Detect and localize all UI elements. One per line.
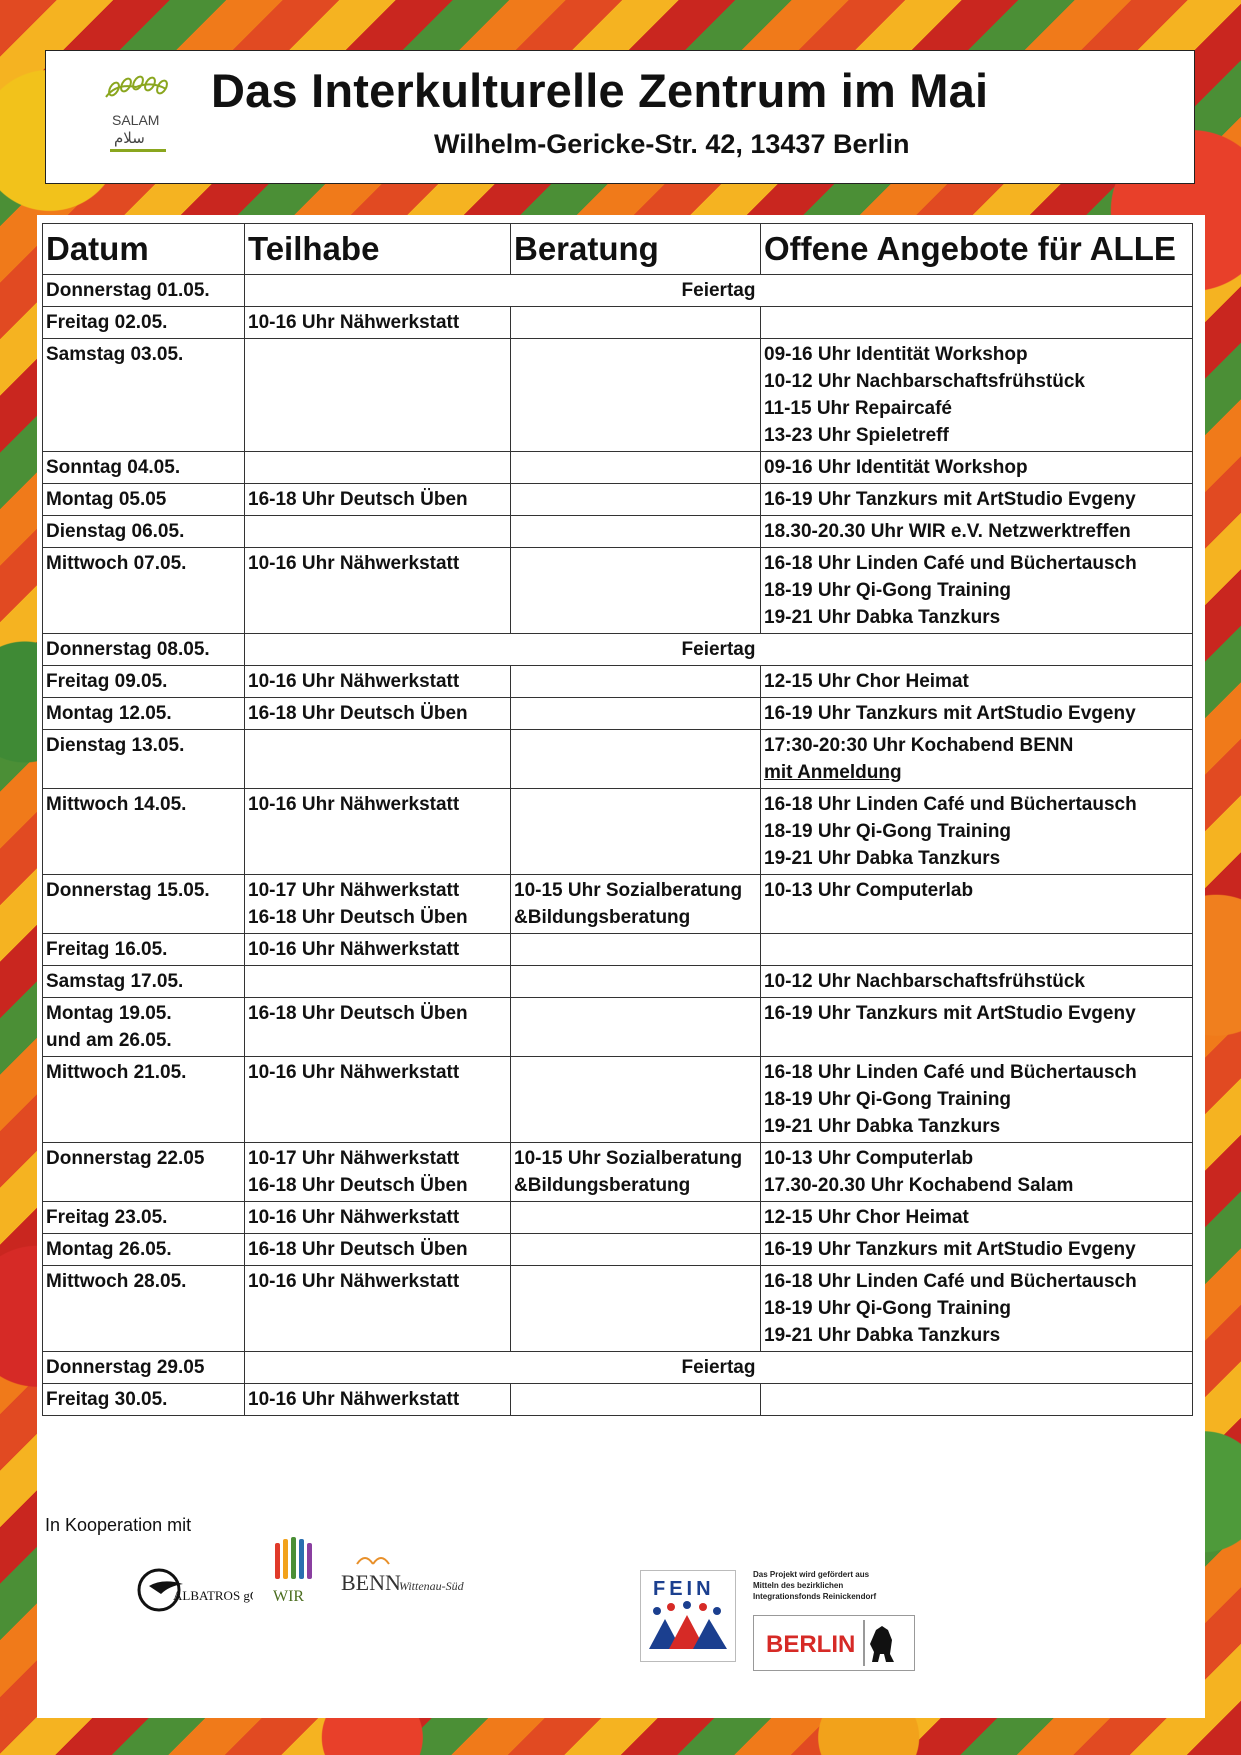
entry-text: 16-18 Uhr Deutsch Üben <box>248 703 468 724</box>
teilhabe-cell <box>245 875 511 934</box>
date-cell <box>43 1234 245 1266</box>
entry-text: 16-19 Uhr Tanzkurs mit ArtStudio Evgeny <box>764 703 1136 724</box>
date-cell <box>43 1266 245 1352</box>
beratung-cell <box>511 548 761 634</box>
berlin-logo <box>753 1615 915 1671</box>
date-cell <box>43 1384 245 1416</box>
table-row <box>43 1352 1193 1384</box>
beratung-cell <box>511 516 761 548</box>
offen-cell <box>761 698 1193 730</box>
table-row <box>43 1234 1193 1266</box>
teilhabe-cell <box>245 730 511 789</box>
date-label: Samstag 17.05. <box>46 971 184 992</box>
entry-text: 18-19 Uhr Qi-Gong Training <box>764 580 1012 601</box>
beratung-cell <box>511 452 761 484</box>
entry-text: 10-12 Uhr Nachbarschaftsfrühstück <box>764 371 1085 392</box>
date-label: Donnerstag 22.05 <box>46 1148 205 1169</box>
entry-text: 10-16 Uhr Nähwerkstatt <box>248 794 460 815</box>
table-row <box>43 307 1193 339</box>
date-cell <box>43 516 245 548</box>
entry-text: 17:30-20:30 Uhr Kochabend BENN <box>764 735 1074 756</box>
wir-logo <box>267 1535 327 1615</box>
entry-text: mit Anmeldung <box>764 762 902 783</box>
beratung-cell <box>511 339 761 452</box>
beratung-cell <box>511 966 761 998</box>
column-header-datum: Datum <box>43 224 245 275</box>
entry-text: 10-16 Uhr Nähwerkstatt <box>248 671 460 692</box>
date-cell <box>43 339 245 452</box>
table-row <box>43 339 1193 452</box>
holiday-cell: Feiertag <box>245 1352 1193 1384</box>
offen-cell <box>761 966 1193 998</box>
entry-text: 18-19 Uhr Qi-Gong Training <box>764 1089 1012 1110</box>
page-title: Das Interkulturelle Zentrum im Mai <box>211 64 989 117</box>
entry-text: 19-21 Uhr Dabka Tanzkurs <box>764 607 1001 628</box>
date-label: Mittwoch 14.05. <box>46 794 187 815</box>
offen-cell <box>761 875 1193 934</box>
entry-text: &Bildungsberatung <box>514 1175 691 1196</box>
date-label: Dienstag 13.05. <box>46 735 185 756</box>
beratung-cell <box>511 998 761 1057</box>
entry-text: 10-15 Uhr Sozialberatung <box>514 1148 743 1169</box>
entry-text: 16-18 Uhr Linden Café und Büchertausch <box>764 1271 1137 1292</box>
entry-text: 16-18 Uhr Linden Café und Büchertausch <box>764 553 1137 574</box>
table-row <box>43 484 1193 516</box>
entry-text: 10-16 Uhr Nähwerkstatt <box>248 1389 460 1410</box>
table-row <box>43 998 1193 1057</box>
date-cell <box>43 452 245 484</box>
table-row <box>43 1202 1193 1234</box>
funding-note: Das Projekt wird gefördert aus Mitteln des bezirklichen Integrationsfonds Reinickendorf <box>753 1570 877 1601</box>
offen-cell <box>761 1143 1193 1202</box>
entry-text: 16-19 Uhr Tanzkurs mit ArtStudio Evgeny <box>764 1239 1136 1260</box>
logo-arabic: سلام <box>114 129 145 147</box>
table-row <box>43 875 1193 934</box>
beratung-cell <box>511 666 761 698</box>
holiday-cell: Feiertag <box>245 275 1193 307</box>
table-row <box>43 966 1193 998</box>
date-cell <box>43 275 245 307</box>
teilhabe-cell <box>245 934 511 966</box>
date-label: Mittwoch 21.05. <box>46 1062 187 1083</box>
offen-cell <box>761 484 1193 516</box>
date-label-secondary: und am 26.05. <box>46 1030 172 1051</box>
column-header-teilhabe: Teilhabe <box>245 224 511 275</box>
date-label: Mittwoch 07.05. <box>46 553 187 574</box>
entry-text: 18-19 Uhr Qi-Gong Training <box>764 821 1012 842</box>
date-label: Mittwoch 28.05. <box>46 1271 187 1292</box>
date-cell <box>43 966 245 998</box>
entry-text: 09-16 Uhr Identität Workshop <box>764 344 1028 365</box>
schedule-panel <box>37 215 1205 1718</box>
entry-text: 10-16 Uhr Nähwerkstatt <box>248 1271 460 1292</box>
header-box <box>45 50 1195 184</box>
offen-cell <box>761 666 1193 698</box>
entry-text: 10-16 Uhr Nähwerkstatt <box>248 312 460 333</box>
offen-cell <box>761 307 1193 339</box>
date-cell <box>43 1057 245 1143</box>
teilhabe-cell <box>245 1057 511 1143</box>
teilhabe-cell <box>245 1384 511 1416</box>
fein-logo <box>640 1570 736 1662</box>
table-row <box>43 789 1193 875</box>
date-label: Montag 05.05 <box>46 489 167 510</box>
entry-text: 10-16 Uhr Nähwerkstatt <box>248 1062 460 1083</box>
teilhabe-cell <box>245 698 511 730</box>
table-row <box>43 1266 1193 1352</box>
table-row <box>43 634 1193 666</box>
offen-cell <box>761 934 1193 966</box>
date-cell <box>43 998 245 1057</box>
date-label: Montag 12.05. <box>46 703 172 724</box>
entry-text: 16-18 Uhr Deutsch Üben <box>248 489 468 510</box>
table-row <box>43 452 1193 484</box>
teilhabe-cell <box>245 789 511 875</box>
logo-text: SALAM <box>112 112 160 128</box>
table-row <box>43 1143 1193 1202</box>
benn-subtext: Wittenau-Süd <box>399 1579 464 1593</box>
cooperation-label: In Kooperation mit <box>45 1515 192 1535</box>
entry-text: 10-16 Uhr Nähwerkstatt <box>248 1207 460 1228</box>
date-cell <box>43 934 245 966</box>
entry-text: 19-21 Uhr Dabka Tanzkurs <box>764 848 1001 869</box>
offen-cell <box>761 548 1193 634</box>
date-cell <box>43 307 245 339</box>
date-cell <box>43 730 245 789</box>
teilhabe-cell <box>245 1266 511 1352</box>
entry-text: 16-18 Uhr Deutsch Üben <box>248 907 468 928</box>
date-cell <box>43 875 245 934</box>
date-cell <box>43 484 245 516</box>
table-row <box>43 1384 1193 1416</box>
beratung-cell <box>511 875 761 934</box>
offen-cell <box>761 1266 1193 1352</box>
table-row <box>43 548 1193 634</box>
entry-text: 16-19 Uhr Tanzkurs mit ArtStudio Evgeny <box>764 489 1136 510</box>
date-label: Freitag 23.05. <box>46 1207 168 1228</box>
offen-cell <box>761 1202 1193 1234</box>
entry-text: 16-19 Uhr Tanzkurs mit ArtStudio Evgeny <box>764 1003 1136 1024</box>
teilhabe-cell <box>245 1234 511 1266</box>
offen-cell <box>761 1234 1193 1266</box>
teilhabe-cell <box>245 666 511 698</box>
berlin-text: BERLIN <box>766 1631 856 1658</box>
entry-text: 10-13 Uhr Computerlab <box>764 1148 974 1169</box>
entry-text: 16-18 Uhr Linden Café und Büchertausch <box>764 1062 1137 1083</box>
table-row <box>43 730 1193 789</box>
beratung-cell <box>511 1202 761 1234</box>
entry-text: 10-17 Uhr Nähwerkstatt <box>248 1148 460 1169</box>
beratung-cell <box>511 484 761 516</box>
entry-text: 13-23 Uhr Spieletreff <box>764 425 949 446</box>
entry-text: 16-18 Uhr Deutsch Üben <box>248 1239 468 1260</box>
offen-cell <box>761 452 1193 484</box>
date-label: Samstag 03.05. <box>46 344 184 365</box>
entry-text: 10-12 Uhr Nachbarschaftsfrühstück <box>764 971 1085 992</box>
teilhabe-cell <box>245 966 511 998</box>
date-label: Donnerstag 29.05 <box>46 1357 205 1378</box>
entry-text: 10-15 Uhr Sozialberatung <box>514 880 743 901</box>
holiday-cell: Feiertag <box>245 634 1193 666</box>
beratung-cell <box>511 1143 761 1202</box>
table-row <box>43 698 1193 730</box>
date-label: Freitag 09.05. <box>46 671 168 692</box>
beratung-cell <box>511 307 761 339</box>
entry-text: 12-15 Uhr Chor Heimat <box>764 671 969 692</box>
date-cell <box>43 548 245 634</box>
albatros-logo <box>133 1560 253 1620</box>
date-cell <box>43 1352 245 1384</box>
offen-cell <box>761 1384 1193 1416</box>
date-label: Donnerstag 01.05. <box>46 280 210 301</box>
entry-text: 16-18 Uhr Deutsch Üben <box>248 1003 468 1024</box>
albatros-text: ALBATROS g <box>173 1588 250 1603</box>
beratung-cell <box>511 1384 761 1416</box>
table-row <box>43 1057 1193 1143</box>
entry-text: 10-16 Uhr Nähwerkstatt <box>248 939 460 960</box>
date-label: Donnerstag 08.05. <box>46 639 210 660</box>
offen-cell <box>761 998 1193 1057</box>
table-row <box>43 666 1193 698</box>
salam-logo <box>86 75 196 161</box>
beratung-cell <box>511 698 761 730</box>
entry-text: &Bildungsberatung <box>514 907 691 928</box>
teilhabe-cell <box>245 307 511 339</box>
schedule-table <box>42 223 1193 1416</box>
date-cell <box>43 1202 245 1234</box>
entry-text: 10-13 Uhr Computerlab <box>764 880 974 901</box>
offen-cell <box>761 1057 1193 1143</box>
beratung-cell <box>511 934 761 966</box>
benn-logo <box>337 1550 477 1610</box>
date-label: Sonntag 04.05. <box>46 457 181 478</box>
column-header-beratung: Beratung <box>511 224 761 275</box>
offen-cell <box>761 730 1193 789</box>
entry-text: 19-21 Uhr Dabka Tanzkurs <box>764 1116 1001 1137</box>
offen-cell <box>761 339 1193 452</box>
beratung-cell <box>511 789 761 875</box>
beratung-cell <box>511 1057 761 1143</box>
teilhabe-cell <box>245 516 511 548</box>
date-cell <box>43 634 245 666</box>
date-label: Donnerstag 15.05. <box>46 880 210 901</box>
table-row <box>43 275 1193 307</box>
date-label: Freitag 02.05. <box>46 312 168 333</box>
date-cell <box>43 789 245 875</box>
date-cell <box>43 1143 245 1202</box>
date-cell <box>43 698 245 730</box>
teilhabe-cell <box>245 484 511 516</box>
entry-text: 16-18 Uhr Deutsch Üben <box>248 1175 468 1196</box>
entry-text: 12-15 Uhr Chor Heimat <box>764 1207 969 1228</box>
schedule-body <box>43 275 1193 1416</box>
teilhabe-cell <box>245 548 511 634</box>
teilhabe-cell <box>245 452 511 484</box>
entry-text: 09-16 Uhr Identität Workshop <box>764 457 1028 478</box>
offen-cell <box>761 516 1193 548</box>
fein-text: FEIN <box>653 1578 715 1600</box>
date-label: Freitag 30.05. <box>46 1389 168 1410</box>
entry-text: 10-17 Uhr Nähwerkstatt <box>248 880 460 901</box>
entry-text: 17.30-20.30 Uhr Kochabend Salam <box>764 1175 1074 1196</box>
entry-text: 11-15 Uhr Repaircafé <box>764 398 952 419</box>
table-header-row <box>43 224 1193 275</box>
date-label: Dienstag 06.05. <box>46 521 185 542</box>
wir-text: WIR <box>273 1588 305 1605</box>
date-label: Montag 26.05. <box>46 1239 172 1260</box>
address: Wilhelm-Gericke-Str. 42, 13437 Berlin <box>434 129 910 159</box>
benn-text: BENN <box>341 1570 401 1595</box>
bear-icon <box>870 1626 894 1662</box>
teilhabe-cell <box>245 998 511 1057</box>
teilhabe-cell <box>245 339 511 452</box>
table-row <box>43 516 1193 548</box>
entry-text: 19-21 Uhr Dabka Tanzkurs <box>764 1325 1001 1346</box>
entry-text: 10-16 Uhr Nähwerkstatt <box>248 553 460 574</box>
date-label: Montag 19.05. <box>46 1003 172 1024</box>
offen-cell <box>761 789 1193 875</box>
date-label: Freitag 16.05. <box>46 939 168 960</box>
teilhabe-cell <box>245 1202 511 1234</box>
entry-text: 16-18 Uhr Linden Café und Büchertausch <box>764 794 1137 815</box>
table-row <box>43 934 1193 966</box>
entry-text: 18.30-20.30 Uhr WIR e.V. Netzwerktreffen <box>764 521 1131 542</box>
beratung-cell <box>511 1266 761 1352</box>
date-cell <box>43 666 245 698</box>
beratung-cell <box>511 730 761 789</box>
column-header-offen: Offene Angebote für ALLE <box>761 224 1193 275</box>
teilhabe-cell <box>245 1143 511 1202</box>
entry-text: 18-19 Uhr Qi-Gong Training <box>764 1298 1012 1319</box>
beratung-cell <box>511 1234 761 1266</box>
